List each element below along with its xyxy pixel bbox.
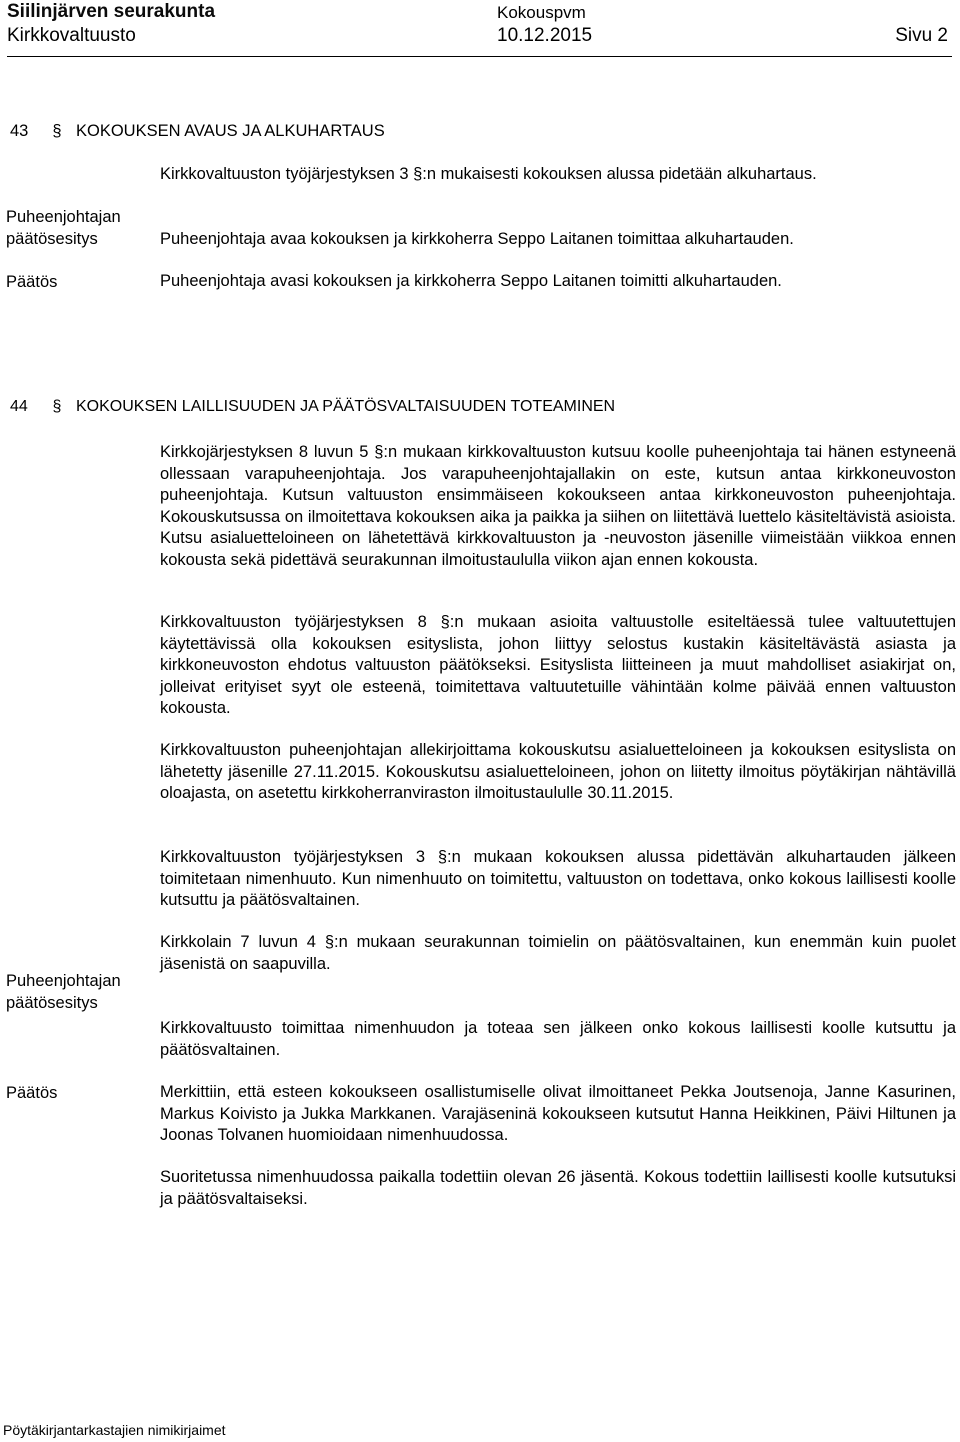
- section-44-proposal: Kirkkovaltuusto toimittaa nimenhuudon ja toteaa sen jälkeen onko kokous laillisesti koolle kutsuttu ja päätösvaltainen.: [160, 1019, 956, 1059]
- meeting-date-label: Kokouspvm: [497, 3, 586, 22]
- section-43-heading: [10, 122, 385, 141]
- body-name: Kirkkovaltuusto: [7, 25, 136, 46]
- signatures-label: Pöytäkirjantarkastajien nimikirjaimet: [3, 1422, 226, 1438]
- section-title: KOKOUKSEN LAILLISUUDEN JA PÄÄTÖSVALTAISUUDEN TOTEAMINEN: [76, 398, 616, 415]
- section-43-proposal: Puheenjohtaja avaa kokouksen ja kirkkoherra Seppo Laitanen toimittaa alkuhartauden.: [160, 230, 794, 248]
- section-43-intro: Kirkkovaltuuston työjärjestyksen 3 §:n mukaisesti kokouksen alussa pidetään alkuhartaus.: [160, 165, 817, 183]
- section-44-paragraph-3: Kirkkovaltuuston puheenjohtajan allekirjoittama kokouskutsu asialuetteloineen ja kokouksen esityslista on lähetetty jäsenille 27.11.2015. Kokouskutsu asialuetteloineen, johon on liitetty ilmoitus pöytäkirjan nähtävillä oloajasta, on asetettu kirkkoherranviraston ilmoitustaululle 30.11.2015.: [160, 741, 956, 803]
- section-44-heading: [10, 398, 615, 416]
- section-44-paragraph-5: Kirkkolain 7 luvun 4 §:n mukaan seurakunnan toimielin on päätösvaltainen, kun enemmän kuin puolet jäsenistä on saapuvilla.: [160, 933, 956, 973]
- section-44-decision-1: Merkittiin, että esteen kokoukseen osallistumiselle olivat ilmoittaneet Pekka Joutsenoja, Janne Kasurinen, Markus Koivisto ja Jukka Markkanen. Varajäseninä kokoukseen kutsutut Hanna Heikkinen, Päivi Hiltunen ja Joonas Tolvanen huomioidaan nimenhuudossa.: [160, 1083, 956, 1145]
- meeting-date: 10.12.2015: [497, 25, 593, 46]
- organization-name: Siilinjärven seurakunta: [7, 1, 216, 22]
- section-number: 44: [10, 398, 28, 415]
- decision-label: Päätös: [6, 273, 58, 291]
- section-44-decision-2: Suoritetussa nimenhuudossa paikalla todettiin olevan 26 jäsentä. Kokous todettiin laillisesti koolle kutsutuksi ja päätösvaltaiseksi.: [160, 1168, 956, 1208]
- section-44-paragraph-4: Kirkkovaltuuston työjärjestyksen 3 §:n mukaan kokouksen alussa pidettävän alkuhartauden jälkeen toimitetaan nimenhuuto. Kun nimenhuuto on toimitettu, valtuuston on todettava, onko kokous laillisesti koolle kutsuttu ja päätösvaltainen.: [160, 848, 956, 910]
- section-44-paragraph-1: Kirkkojärjestyksen 8 luvun 5 §:n mukaan kirkkovaltuuston kutsuu koolle puheenjohtaja tai hänen estyneenä ollessaan varapuheenjohtaja. Jos varapuheenjohtajallakin on este, kutsun antaa kirkkoneuvoston puheenjohtaja. Kutsun valtuuston ensimmäiseen kokoukseen antaa kirkkoneuvoston puheenjohtaja. Kokouskutsussa on ilmoitettava kokouksen aika ja paikka ja siihen on liitettävä luettelo käsiteltävistä asioista. Kutsu asialuetteloineen on lähetettävä kirkkovaltuuston ja -neuvoston jäsenille viimeistään viikkoa ennen kokousta sekä pidettävä seurakunnan ilmoitustaululla viikon ajan ennen kokousta.: [160, 443, 956, 569]
- section-44-paragraph-2: Kirkkovaltuuston työjärjestyksen 8 §:n mukaan asioita valtuustolle esiteltäessä tulee valtuutettujen käytettävissä olla kokouksen esityslista, johon liittyy selostus kustakin käsiteltävästä asiasta ja kirkkoneuvoston ehdotus valtuuston päätökseksi. Esityslista liitteineen ja muut mahdolliset asiakirjat on, jolleivat erityiset syyt ole esteenä, toimitettava valtuutetuille vähintään kolme päivää ennen valtuuston kokousta.: [160, 613, 956, 718]
- proposal-label: [6, 970, 121, 1014]
- proposal-label-line-2: päätösesitys: [6, 994, 98, 1012]
- section-mark: §: [52, 122, 62, 140]
- section-mark: §: [52, 398, 62, 415]
- page-header: [7, 0, 952, 57]
- decision-label: Päätös: [6, 1084, 58, 1102]
- proposal-label-line-1: Puheenjohtajan: [6, 208, 121, 226]
- proposal-label-line-1: Puheenjohtajan: [6, 972, 121, 990]
- section-title: KOKOUKSEN AVAUS JA ALKUHARTAUS: [76, 122, 385, 140]
- section-number: 43: [10, 122, 29, 140]
- proposal-label-line-2: päätösesitys: [6, 230, 98, 248]
- page-number: Sivu 2: [895, 25, 948, 46]
- proposal-label: [6, 206, 121, 250]
- section-43-decision: Puheenjohtaja avasi kokouksen ja kirkkoherra Seppo Laitanen toimitti alkuhartauden.: [160, 272, 782, 290]
